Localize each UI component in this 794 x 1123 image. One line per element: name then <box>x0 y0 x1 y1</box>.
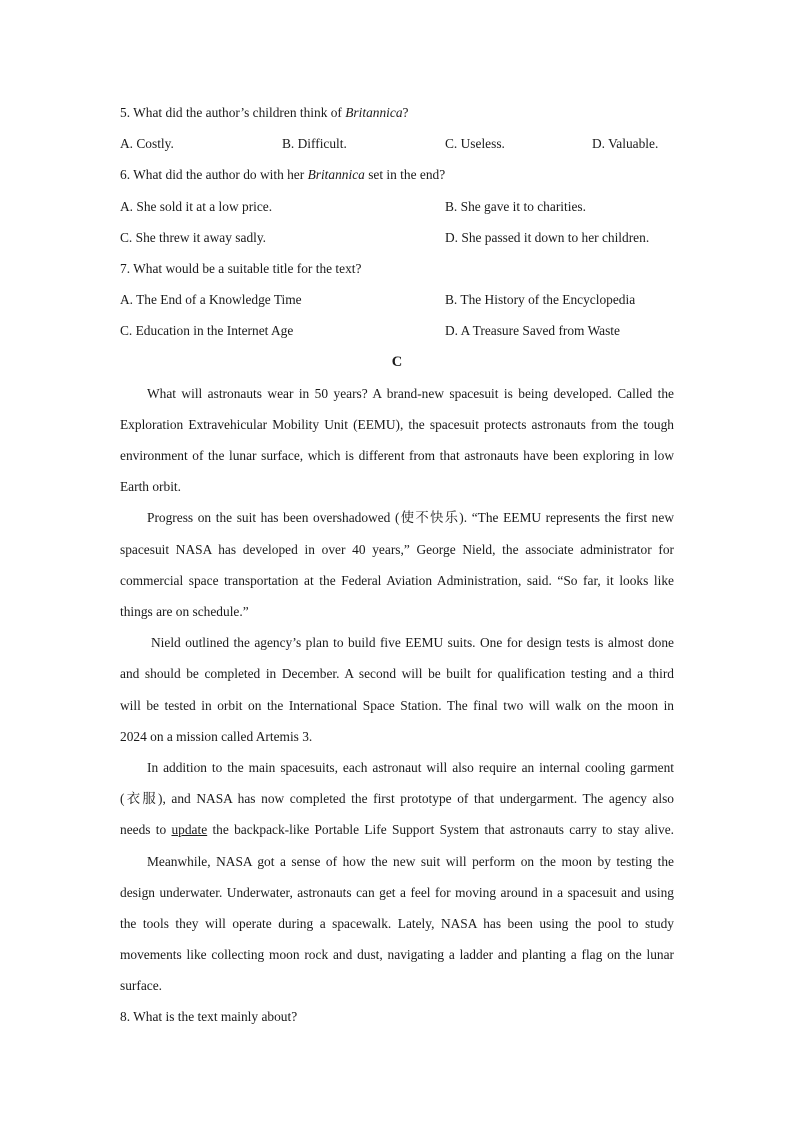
question-7-options-row-1 <box>120 284 674 315</box>
paragraph-4-line <box>120 814 674 845</box>
question-5-options <box>120 128 674 159</box>
paragraph-1-line: Earth orbit. <box>120 479 181 495</box>
paragraph-2-line: commercial space transportation at the Federal Aviation Administration, said. “So far, it looks like <box>120 572 674 588</box>
underlined-word: update <box>171 822 208 838</box>
paragraph-1 <box>120 378 674 503</box>
question-6-options-row-2 <box>120 222 674 253</box>
paragraph-4-text: the backpack-like Portable Life Support System that astronauts carry to stay alive. <box>207 822 674 838</box>
question-6-option-c: C. She threw it away sadly. <box>120 229 267 245</box>
question-5-option-a: A. Costly. <box>120 136 174 152</box>
question-7-options-row-2 <box>120 315 674 346</box>
question-6-options-row-1 <box>120 191 674 222</box>
paragraph-4-text: needs to <box>120 822 172 838</box>
paragraph-3-line: will be tested in orbit on the International Space Station. The final two will walk on the moon in <box>120 697 674 713</box>
paragraph-4-line: (衣服), and NASA has now completed the first prototype of that undergarment. The agency also <box>120 791 674 807</box>
question-5-option-d: D. Valuable. <box>592 136 659 152</box>
paragraph-3-line: Nield outlined the agency’s plan to build five EEMU suits. One for design tests is almost done <box>151 635 674 651</box>
question-5-stem-text: 5. What did the author’s children think of <box>120 105 346 120</box>
question-6-stem-italic: Britannica <box>307 167 365 183</box>
paragraph-4-line: In addition to the main spacesuits, each astronaut will also require an internal cooling garment <box>147 759 674 775</box>
paragraph-2-line: spacesuit NASA has developed in over 40 years,” George Nield, the associate administrator for <box>120 541 674 557</box>
question-7-option-d: D. A Treasure Saved from Waste <box>445 323 620 339</box>
document-page <box>120 97 674 1033</box>
question-8-stem: 8. What is the text mainly about? <box>120 1009 298 1025</box>
paragraph-3-line: and should be completed in December. A second will be built for qualification testing and a third <box>120 666 674 682</box>
paragraph-1-line: What will astronauts wear in 50 years? A brand-new spacesuit is being developed. Called the <box>147 385 674 401</box>
question-5-option-b: B. Difficult. <box>282 136 347 152</box>
paragraph-3 <box>120 627 674 752</box>
paragraph-5-line: movements like collecting moon rock and dust, navigating a ladder and planting a flag on the lunar <box>120 947 674 963</box>
paragraph-5-line: Meanwhile, NASA got a sense of how the new suit will perform on the moon by testing the <box>147 853 674 869</box>
section-title: C <box>391 353 403 370</box>
question-5-option-c: C. Useless. <box>445 136 505 152</box>
question-7-option-a: A. The End of a Knowledge Time <box>120 292 302 308</box>
question-6-stem-end: set in the end? <box>364 167 446 183</box>
paragraph-2-line: things are on schedule.” <box>120 604 249 619</box>
question-5-stem <box>120 97 674 128</box>
question-5-stem-end: ? <box>402 105 409 120</box>
paragraph-4 <box>120 752 674 846</box>
question-6-option-a: A. She sold it at a low price. <box>120 198 273 214</box>
paragraph-3-line: 2024 on a mission called Artemis 3. <box>120 728 313 744</box>
question-6-option-b: B. She gave it to charities. <box>445 198 586 214</box>
paragraph-5-line: design underwater. Underwater, astronauts can get a feel for moving around in a spacesuit and using <box>120 884 674 900</box>
question-6-stem-text: 6. What did the author do with her <box>120 167 308 183</box>
question-7-stem: 7. What would be a suitable title for the text? <box>120 260 362 276</box>
paragraph-5 <box>120 846 674 1002</box>
question-6-option-d: D. She passed it down to her children. <box>445 229 650 245</box>
paragraph-1-line: environment of the lunar surface, which is different from that astronauts have been exploring in low <box>120 448 674 464</box>
question-5-stem-italic: Britannica <box>345 105 403 120</box>
paragraph-5-line: the tools they will operate during a spacewalk. Lately, NASA has been using the pool to study <box>120 915 674 931</box>
question-6-stem <box>120 159 674 190</box>
question-7-option-c: C. Education in the Internet Age <box>120 323 294 339</box>
paragraph-2-line: Progress on the suit has been overshadowed (使不快乐). “The EEMU represents the first new <box>147 510 674 526</box>
paragraph-2 <box>120 502 674 627</box>
question-7-option-b: B. The History of the Encyclopedia <box>445 292 636 308</box>
paragraph-1-line: Exploration Extravehicular Mobility Unit (EEMU), the spacesuit protects astronauts from the tough <box>120 416 674 432</box>
paragraph-5-line: surface. <box>120 978 163 994</box>
